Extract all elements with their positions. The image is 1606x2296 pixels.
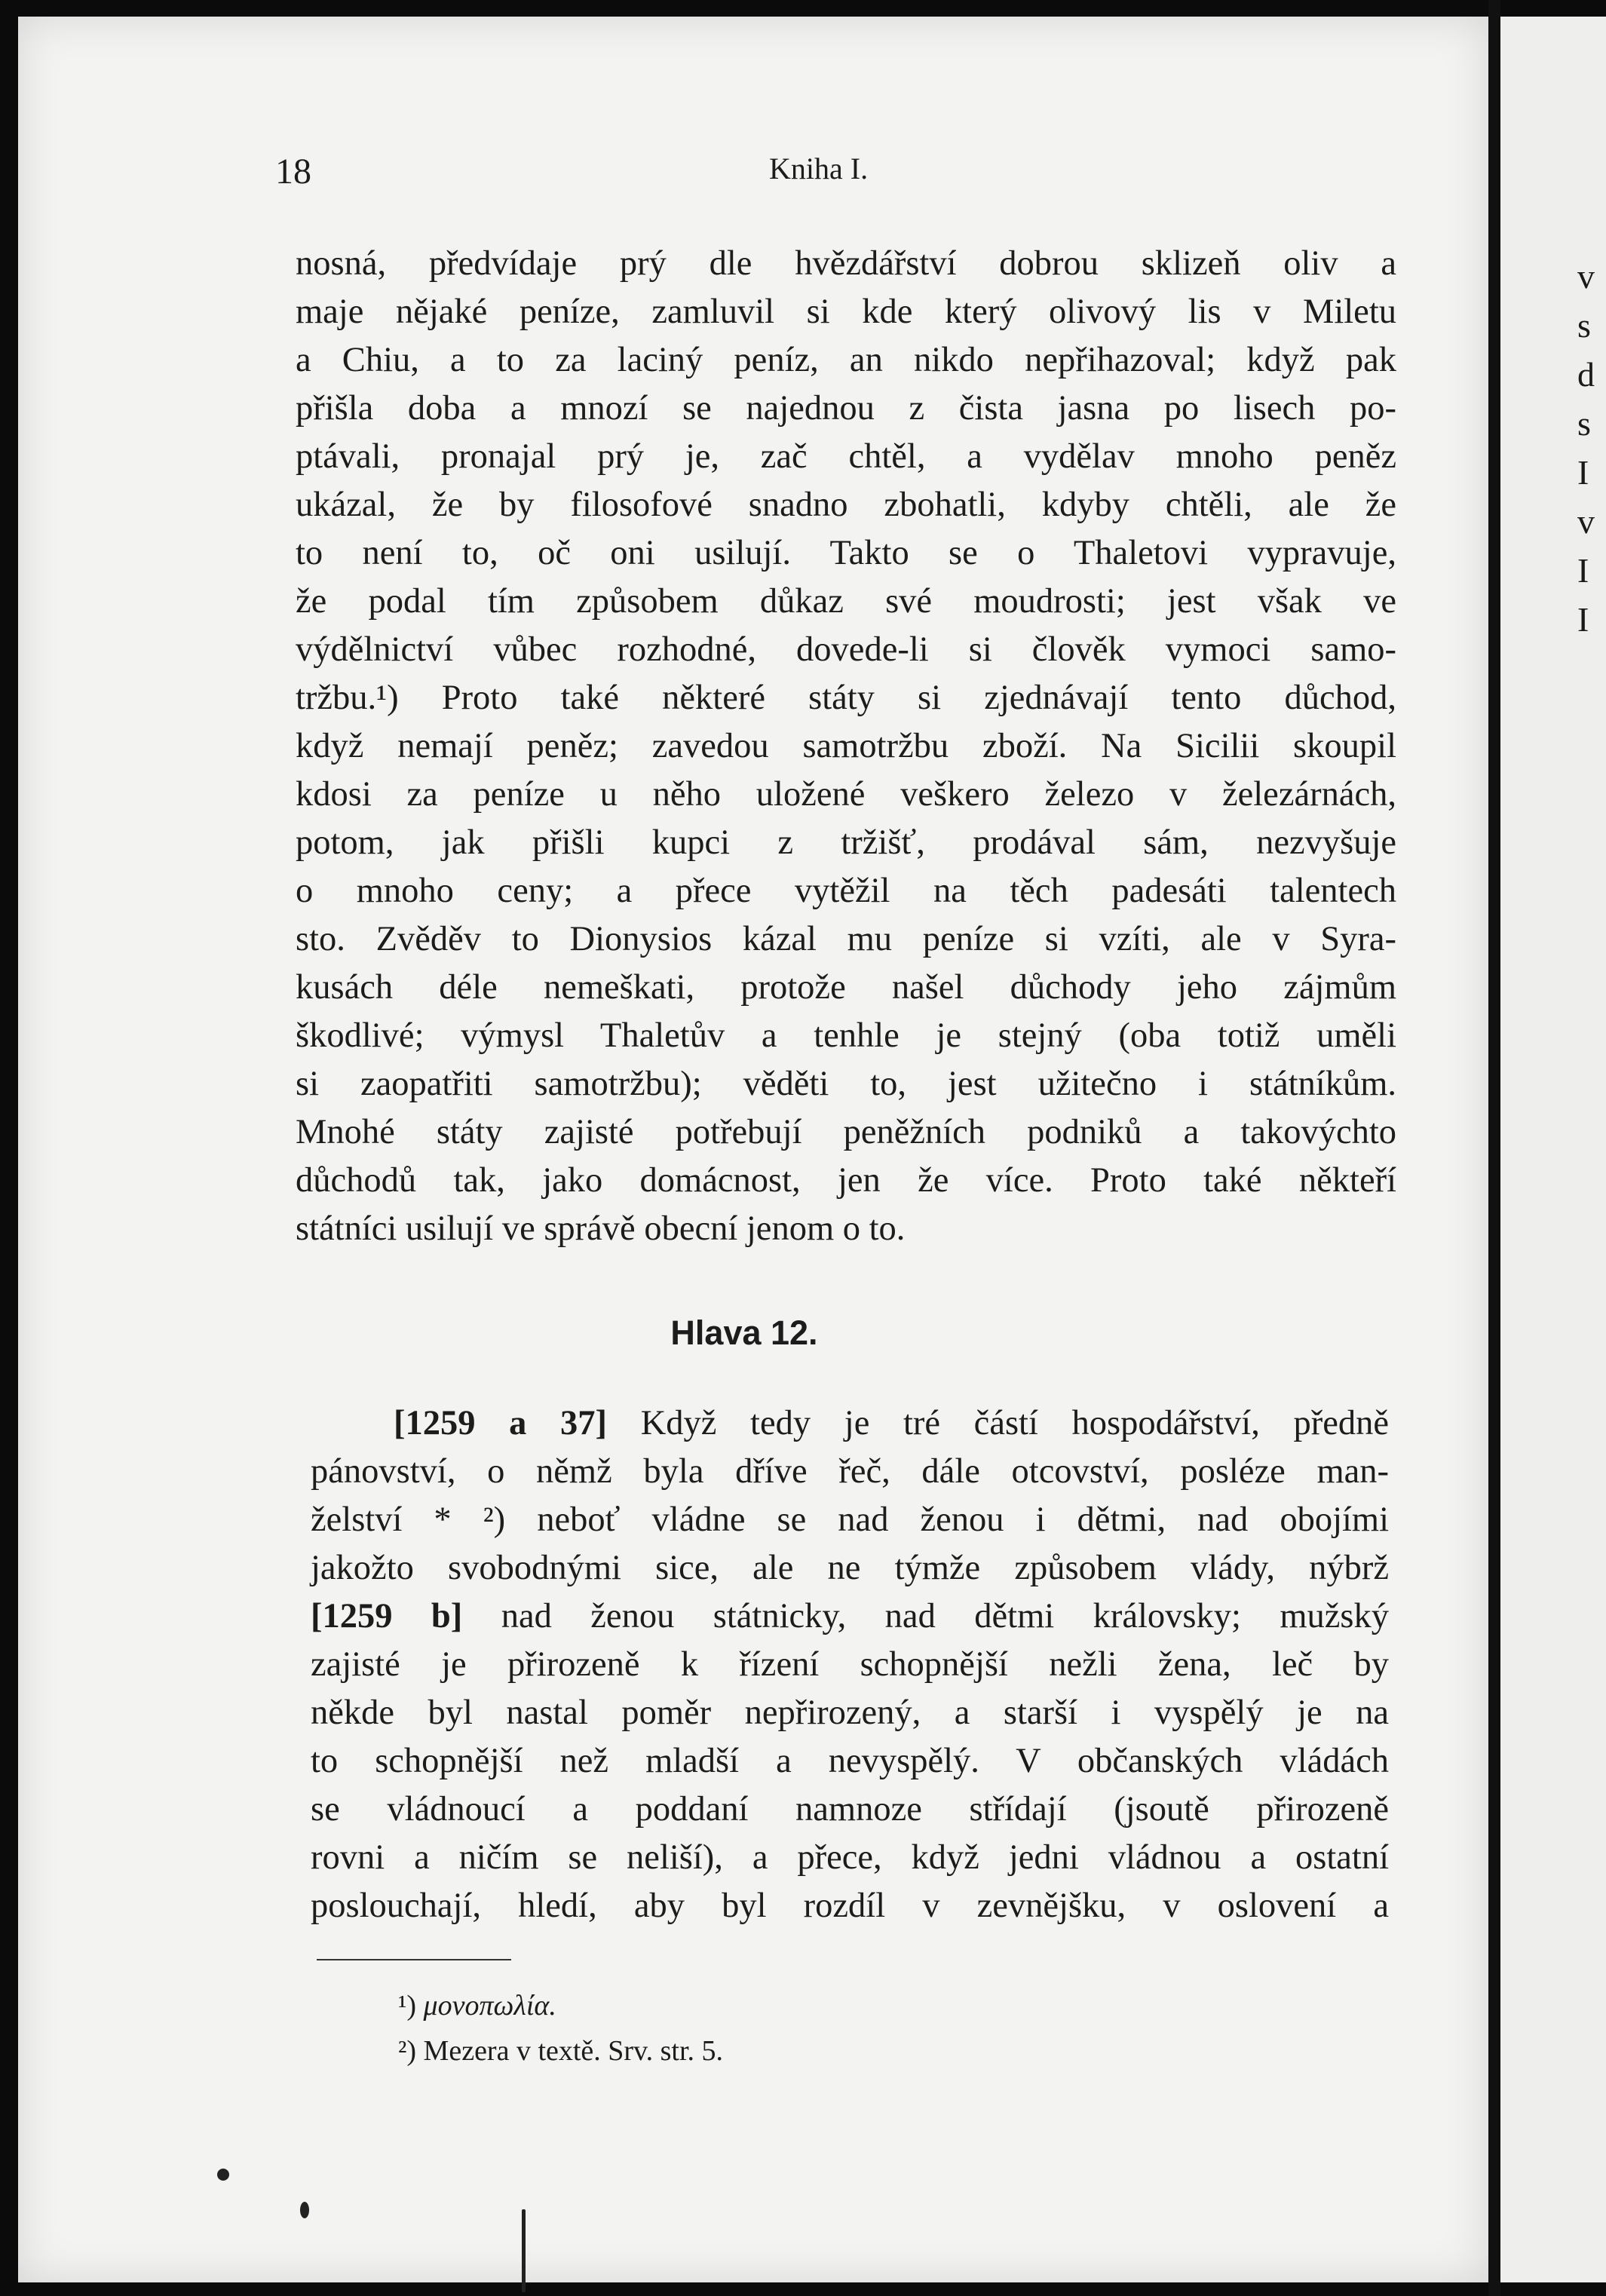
facing-page-letter: s (1577, 404, 1591, 443)
paragraph-1 (296, 240, 1396, 1253)
text-line: přišla doba a mnozí se najednou z čista jasna po lisech po- (296, 389, 1396, 428)
text-line: [1259 a 37] Když tedy je tré částí hospodářství, předně (394, 1404, 1389, 1442)
ink-speck (300, 2202, 309, 2218)
page-number: 18 (275, 152, 311, 192)
text-line: důchodů tak, jako domácnost, jen že více. Proto také někteří (296, 1161, 1396, 1200)
text-line: když nemají peněz; zavedou samotržbu zboží. Na Sicilii skoupil (296, 727, 1396, 765)
text-line: maje nějaké peníze, zamluvil si kde který olivový lis v Miletu (296, 293, 1396, 331)
text-line: ptávali, pronajal prý je, zač chtěl, a vydělav mnoho peněz (296, 437, 1396, 476)
facing-page-letter: I (1577, 551, 1589, 590)
text-line: a Chiu, a to za laciný peníz, an nikdo nepřihazoval; když pak (296, 341, 1396, 379)
text-line: rovni a ničím se neliší), a přece, když jedni vládnou a ostatní (311, 1838, 1389, 1877)
book-gutter (1488, 0, 1500, 2296)
bekker-reference: [1259 b] (311, 1597, 463, 1635)
text-line: si zaopatřiti samotržbu); věděti to, jest užitečno i státníkům. (296, 1065, 1396, 1103)
text-line: ukázal, že by filosofové snadno zbohatli, kdyby chtěli, ale že (296, 486, 1396, 524)
text-line: škodlivé; výmysl Thaletův a tenhle je stejný (oba totiž uměli (296, 1016, 1396, 1055)
text-line: kusách déle nemeškati, protože našel důchody jeho zájmům (296, 968, 1396, 1007)
text-line: [1259 b] nad ženou státnicky, nad dětmi královsky; mužský (311, 1597, 1389, 1635)
text-line: že podal tím způsobem důkaz své moudrosti; jest však ve (296, 582, 1396, 621)
text-line: jakožto svobodnými sice, ale ne týmže způsobem vlády, nýbrž (311, 1549, 1389, 1587)
facing-page-letter: v (1577, 257, 1595, 296)
text-line: nosná, předvídaje prý dle hvězdářství dobrou sklizeň oliv a (296, 244, 1396, 283)
text-line: potom, jak přišli kupci z tržišť, prodával sám, nezvyšuje (296, 823, 1396, 862)
text-line: se vládnoucí a poddaní namnoze střídají (jsoutě přirozeně (311, 1790, 1389, 1829)
text-line: želství * ²) neboť vládne se nad ženou i dětmi, nad obojími (311, 1501, 1389, 1539)
text-line: sto. Zvěděv to Dionysios kázal mu peníze si vzíti, ale v Syra- (296, 920, 1396, 958)
text-line: státníci usilují ve správě obecní jenom o to. (296, 1209, 906, 1248)
ink-line (522, 2209, 526, 2292)
chapter-heading: Hlava 12. (670, 1314, 818, 1352)
page-header (0, 151, 1606, 196)
footnotes (398, 1983, 723, 2074)
facing-page-letter: I (1577, 453, 1589, 492)
footnote-1: ¹) μονοπωλία. (398, 1990, 556, 2022)
facing-page-letter: v (1577, 502, 1595, 541)
facing-page-letter: s (1577, 306, 1591, 345)
text-line: kdosi za peníze u něho uložené veškero železo v železárnách, (296, 775, 1396, 814)
text-line: to není to, oč oni usilují. Takto se o Thaletovi vypravuje, (296, 534, 1396, 572)
text-line: Mnohé státy zajisté potřebují peněžních podniků a takovýchto (296, 1113, 1396, 1151)
text-line: poslouchají, hledí, aby byl rozdíl v zevnějšku, v oslovení a (311, 1887, 1389, 1925)
text-line: tržbu.¹) Proto také některé státy si zjednávají tento důchod, (296, 679, 1396, 717)
text-line: někde byl nastal poměr nepřirozený, a starší i vyspělý je na (311, 1694, 1389, 1732)
facing-page-letter: I (1577, 600, 1589, 639)
paragraph-2 (311, 1399, 1389, 1930)
text-line: zajisté je přirozeně k řízení schopnější nežli žena, leč by (311, 1645, 1389, 1684)
bekker-reference: [1259 a 37] (394, 1404, 608, 1442)
text-line: o mnoho ceny; a přece vytěžil na těch padesáti talentech (296, 872, 1396, 910)
running-head: Kniha I. (769, 152, 869, 185)
facing-page-letter: d (1577, 355, 1595, 394)
footnote-2: ²) Mezera v textě. Srv. str. 5. (398, 2035, 724, 2067)
text-line: výdělnictví vůbec rozhodné, dovede-li si člověk vymoci samo- (296, 630, 1396, 669)
text-line: to schopnější než mladší a nevyspělý. V občanských vládách (311, 1742, 1389, 1780)
ink-speck (217, 2169, 229, 2181)
footnote-divider (317, 1959, 511, 1960)
text-line: pánovství, o němž byla dříve řeč, dále otcovství, posléze man- (311, 1452, 1389, 1491)
